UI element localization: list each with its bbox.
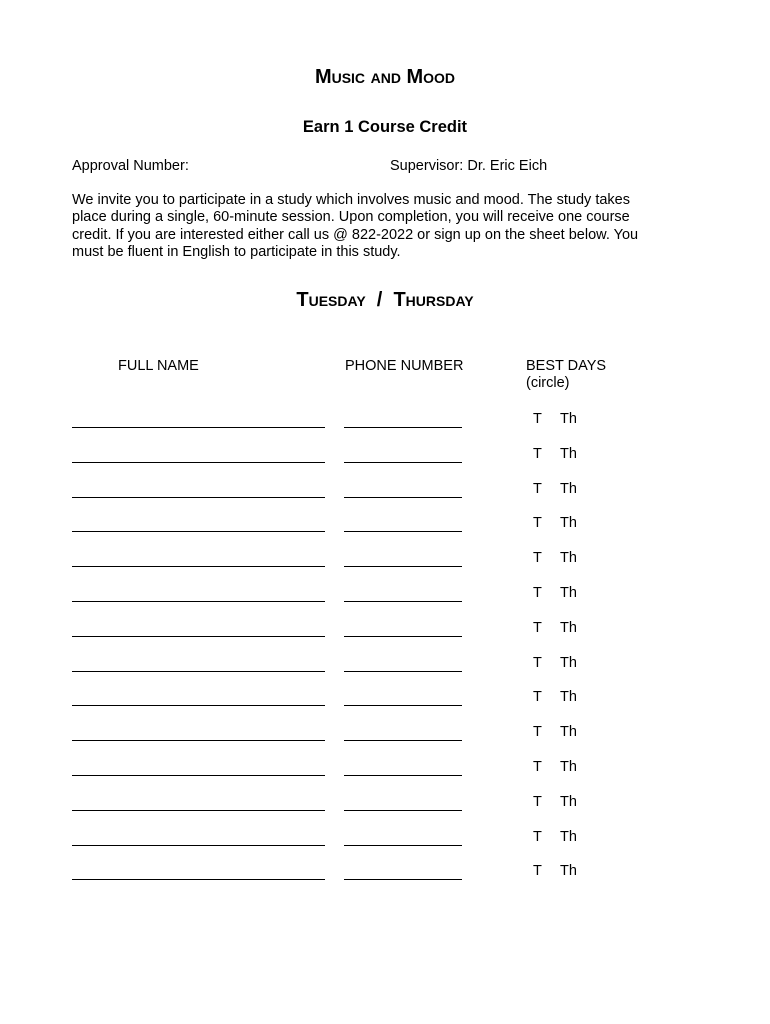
day-option-thursday[interactable]: Th	[560, 759, 577, 775]
phone-number-blank[interactable]	[344, 427, 462, 428]
intro-line: credit. If you are interested either call us @ 822-2022 or sign up on the sheet below. You	[72, 226, 639, 243]
signup-row	[0, 481, 770, 501]
phone-number-blank[interactable]	[344, 636, 462, 637]
full-name-column-header: FULL NAME	[118, 358, 199, 374]
day-option-thursday[interactable]: Th	[560, 550, 577, 567]
intro-line: place during a single, 60-minute session. Upon completion, you will receive one course	[72, 209, 630, 226]
phone-number-blank[interactable]	[344, 845, 462, 846]
full-name-blank[interactable]	[72, 879, 325, 880]
day-option-thursday[interactable]: Th	[560, 863, 577, 880]
signup-row	[0, 829, 770, 849]
phone-number-blank[interactable]	[344, 601, 462, 602]
intro-paragraph	[72, 192, 692, 262]
signup-row	[0, 446, 770, 466]
full-name-blank[interactable]	[72, 497, 325, 498]
day-option-tuesday[interactable]: T	[533, 654, 542, 671]
phone-number-blank[interactable]	[344, 531, 462, 532]
phone-number-blank[interactable]	[344, 671, 462, 672]
day-option-tuesday[interactable]: T	[533, 793, 542, 810]
phone-number-blank[interactable]	[344, 462, 462, 463]
day-option-tuesday[interactable]: T	[533, 445, 542, 462]
day-option-tuesday[interactable]: T	[533, 689, 542, 706]
document-subtitle: Earn 1 Course Credit	[302, 118, 468, 136]
day-option-tuesday[interactable]: T	[533, 724, 542, 741]
day-option-thursday[interactable]: Th	[560, 793, 577, 810]
signup-row	[0, 724, 770, 744]
phone-number-blank[interactable]	[344, 705, 462, 706]
supervisor-label: Supervisor: Dr. Eric Eich	[390, 158, 548, 174]
full-name-blank[interactable]	[72, 740, 325, 741]
full-name-blank[interactable]	[72, 566, 325, 567]
day-option-thursday[interactable]: Th	[560, 585, 577, 601]
signup-row	[0, 759, 770, 779]
full-name-blank[interactable]	[72, 775, 325, 776]
intro-line: must be fluent in English to participate in this study.	[72, 244, 401, 261]
best-days-note: (circle)	[526, 375, 570, 392]
phone-number-blank[interactable]	[344, 566, 462, 567]
full-name-blank[interactable]	[72, 531, 325, 532]
signup-row	[0, 585, 770, 605]
phone-number-blank[interactable]	[344, 740, 462, 741]
document-title: Music and Mood	[314, 66, 456, 88]
phone-number-blank[interactable]	[344, 810, 462, 811]
day-option-thursday[interactable]: Th	[560, 445, 577, 462]
full-name-blank[interactable]	[72, 601, 325, 602]
day-option-thursday[interactable]: Th	[560, 480, 577, 497]
day-option-tuesday[interactable]: T	[533, 585, 542, 601]
signup-row	[0, 689, 770, 709]
best-days-column-header	[526, 358, 606, 393]
day-option-tuesday[interactable]: T	[533, 759, 542, 775]
phone-number-blank[interactable]	[344, 497, 462, 498]
signup-row	[0, 515, 770, 535]
best-days-label: BEST DAYS	[526, 358, 607, 374]
signup-row	[0, 655, 770, 675]
signup-row	[0, 411, 770, 431]
day-option-thursday[interactable]: Th	[560, 411, 577, 427]
phone-number-blank[interactable]	[344, 775, 462, 776]
day-option-thursday[interactable]: Th	[560, 724, 577, 741]
day-option-tuesday[interactable]: T	[533, 863, 542, 880]
signup-row	[0, 863, 770, 883]
day-option-tuesday[interactable]: T	[533, 550, 542, 567]
day-option-thursday[interactable]: Th	[560, 515, 577, 532]
day-option-thursday[interactable]: Th	[560, 654, 577, 671]
signup-row	[0, 550, 770, 570]
day-option-thursday[interactable]: Th	[560, 619, 577, 636]
day-option-tuesday[interactable]: T	[533, 411, 542, 427]
signup-row	[0, 620, 770, 640]
full-name-blank[interactable]	[72, 705, 325, 706]
phone-number-blank[interactable]	[344, 879, 462, 880]
day-option-tuesday[interactable]: T	[533, 480, 542, 497]
full-name-blank[interactable]	[72, 462, 325, 463]
day-option-tuesday[interactable]: T	[533, 828, 542, 845]
phone-number-column-header: PHONE NUMBER	[345, 358, 464, 374]
full-name-blank[interactable]	[72, 671, 325, 672]
full-name-blank[interactable]	[72, 810, 325, 811]
approval-number-label: Approval Number:	[72, 158, 189, 174]
days-heading: Tuesday / Thursday	[296, 289, 474, 311]
day-option-thursday[interactable]: Th	[560, 828, 577, 845]
full-name-blank[interactable]	[72, 427, 325, 428]
day-option-thursday[interactable]: Th	[560, 689, 577, 706]
day-option-tuesday[interactable]: T	[533, 515, 542, 532]
full-name-blank[interactable]	[72, 636, 325, 637]
day-option-tuesday[interactable]: T	[533, 619, 542, 636]
intro-line: We invite you to participate in a study which involves music and mood. The study takes	[72, 192, 630, 208]
full-name-blank[interactable]	[72, 845, 325, 846]
signup-row	[0, 794, 770, 814]
